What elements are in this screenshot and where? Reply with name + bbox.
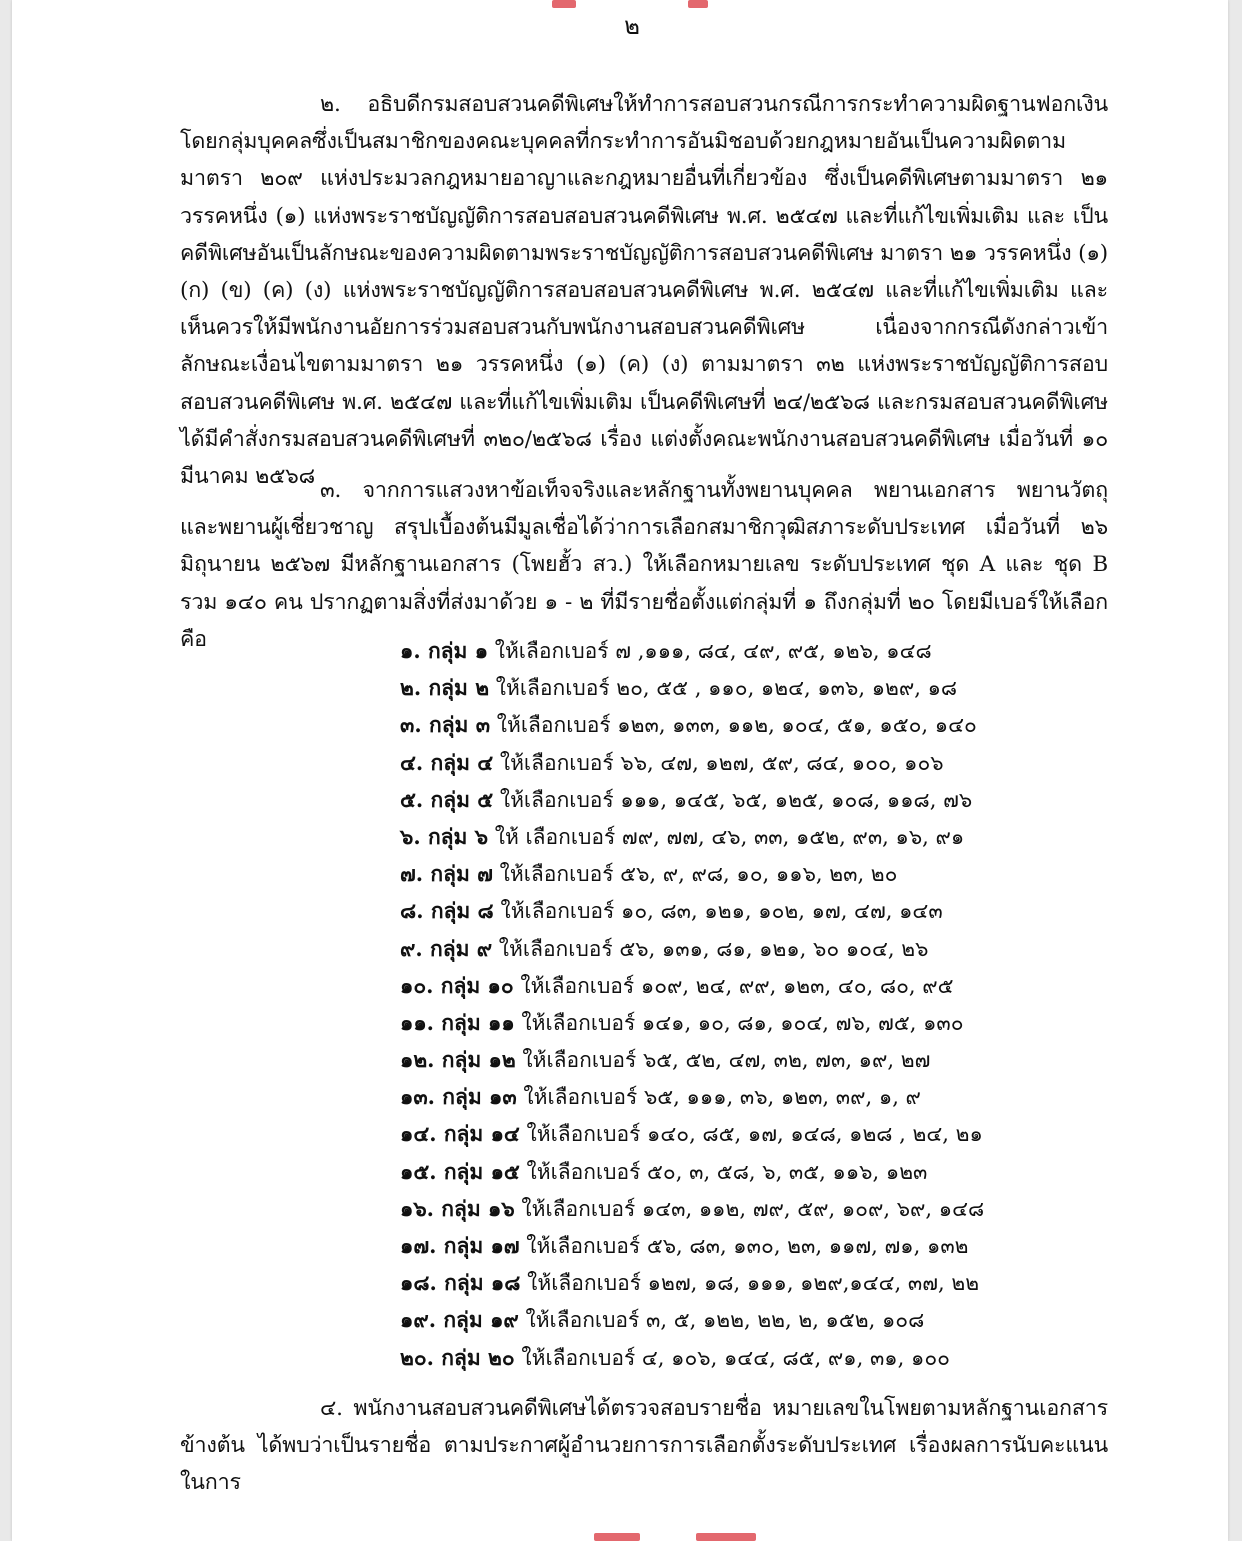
group-label: ๑๐. กลุ่ม ๑๐ bbox=[400, 972, 514, 998]
group-numbers: ให้เลือกเบอร์ ๑๒๗, ๑๘, ๑๑๑, ๑๒๙,๑๔๔, ๓๗, ๒๒ bbox=[520, 1271, 980, 1296]
group-numbers: ให้เลือกเบอร์ ๑๔๓, ๑๑๒, ๗๙, ๕๙, ๑๐๙, ๖๙, ๑๔๘ bbox=[514, 1196, 985, 1221]
group-label: ๑๘. กลุ่ม ๑๘ bbox=[400, 1270, 521, 1296]
page-number: ๒ bbox=[624, 12, 640, 40]
group-label: ๑. กลุ่ม ๑ bbox=[400, 638, 489, 663]
group-numbers: ให้เลือกเบอร์ ๗ ,๑๑๑, ๘๔, ๔๙, ๙๕, ๑๒๖, ๑๔๘ bbox=[488, 639, 932, 663]
list-item bbox=[400, 855, 1100, 892]
group-label: ๒๐. กลุ่ม ๒๐ bbox=[400, 1344, 515, 1370]
group-label: ๙. กลุ่ม ๙ bbox=[400, 935, 493, 961]
list-item bbox=[400, 1264, 1100, 1301]
list-item bbox=[400, 781, 1100, 818]
group-numbers: ให้เลือกเบอร์ ๕๐, ๓, ๕๘, ๖, ๓๕, ๑๑๖, ๑๒๓ bbox=[519, 1159, 928, 1184]
group-label: ๑๖. กลุ่ม ๑๖ bbox=[400, 1195, 515, 1221]
group-label: ๑๕. กลุ่ม ๑๕ bbox=[400, 1158, 520, 1184]
list-item bbox=[400, 1153, 1100, 1190]
paragraph-4: ๔. พนักงานสอบสวนคดีพิเศษได้ตรวจสอบรายชื่อ หมายเลขในโพยตามหลักฐานเอกสารข้างต้น ได้พบว่าเป็นรายชื่อ ตามประกาศผู้อำนวยการการเลือกตั้งระดับประเทศ เรื่องผลการนับคะแนนในการ bbox=[180, 1396, 1108, 1496]
group-numbers: ให้ เลือกเบอร์ ๗๙, ๗๗, ๔๖, ๓๓, ๑๕๒, ๙๓, ๑๖, ๙๑ bbox=[488, 824, 965, 849]
group-label: ๑๒. กลุ่ม ๑๒ bbox=[400, 1047, 516, 1073]
group-numbers: ให้เลือกเบอร์ ๕๖, ๘๓, ๑๓๐, ๒๓, ๑๑๗, ๗๑, ๑๓๒ bbox=[519, 1234, 969, 1258]
group-numbers: ให้เลือกเบอร์ ๑๐, ๘๓, ๑๒๑, ๑๐๒, ๑๗, ๔๗, ๑๔๓ bbox=[493, 899, 943, 924]
list-item bbox=[400, 892, 1100, 929]
group-numbers: ให้เลือกเบอร์ ๑๐๙, ๒๔, ๙๙, ๑๒๓, ๔๐, ๘๐, ๙๕ bbox=[513, 973, 954, 998]
paragraph-3: ๓. จากการแสวงหาข้อเท็จจริงและหลักฐานทั้งพยานบุคคล พยานเอกสาร พยานวัตถุ และพยานผู้เชี่ยวชาญ สรุปเบื้องต้นมีมูลเชื่อได้ว่าการเลือกสมาชิกวุฒิสภาระดับประเทศ เมื่อวันที่ ๒๖ มิถุนายน ๒๕๖๗ มีหลักฐานเอกสาร (โพยฮั้ว สว.) ให้เลือกหมายเลข ระดับประเทศ ชุด A และ ชุด B รวม ๑๔๐ คน ปรากฏตามสิ่งที่ส่งมาด้วย ๑ - ๒ ที่มีรายชื่อตั้งแต่กลุ่มที่ ๑ ถึงกลุ่มที่ ๒๐ โดยมีเบอร์ให้เลือก คือ bbox=[180, 478, 1108, 652]
group-numbers: ให้เลือกเบอร์ ๒๐, ๕๕ , ๑๑๐, ๑๒๔, ๑๓๖, ๑๒๙, ๑๘ bbox=[489, 676, 958, 701]
list-item bbox=[400, 1041, 1100, 1078]
group-label: ๑๔. กลุ่ม ๑๔ bbox=[400, 1121, 520, 1147]
bottom-stamp-mark-left bbox=[594, 1533, 640, 1541]
group-numbers: ให้เลือกเบอร์ ๑๔๐, ๘๕, ๑๗, ๑๔๘, ๑๒๘ , ๒๔, ๒๑ bbox=[519, 1122, 983, 1147]
paragraph-2: ๒. อธิบดีกรมสอบสวนคดีพิเศษให้ทำการสอบสวนกรณีการกระทำความผิดฐานฟอกเงินโดยกลุ่มบุคคลซึ่งเป็นสมาชิกของคณะบุคคลที่กระทำการอันมิชอบด้วยกฎหมายอันเป็นความผิดตามมาตรา ๒๐๙ แห่งประมวลกฎหมายอาญาและกฎหมายอื่นที่เกี่ยวข้อง ซึ่งเป็นคดีพิเศษตามมาตรา ๒๑ วรรคหนึ่ง (๑) แห่งพระราชบัญญัติการสอบสอบสวนคดีพิเศษ พ.ศ. ๒๕๔๗ และที่แก้ไขเพิ่มเติม และ เป็นคดีพิเศษอันเป็นลักษณะของความผิดตามพระราชบัญญัติการสอบสวนคดีพิเศษ มาตรา ๒๑ วรรคหนึ่ง (๑) (ก) (ข) (ค) (ง) แห่งพระราชบัญญัติการสอบสอบสวนคดีพิเศษ พ.ศ. ๒๕๔๗ และที่แก้ไขเพิ่มเติม และ เห็นควรให้มีพนักงานอัยการร่วมสอบสวนกับพนักงานสอบสวนคดีพิเศษ เนื่องจากกรณีดังกล่าวเข้าลักษณะเงื่อนไขตามมาตรา ๒๑ วรรคหนึ่ง (๑) (ค) (ง) ตามมาตรา ๓๒ แห่งพระราชบัญญัติการสอบสอบสวนคดีพิเศษ พ.ศ. ๒๕๔๗ และที่แก้ไขเพิ่มเติม เป็นคดีพิเศษที่ ๒๔/๒๕๖๘ และกรมสอบสวนคดีพิเศษได้มีคำสั่งกรมสอบสวนคดีพิเศษที่ ๓๒๐/๒๕๖๘ เรื่อง แต่งตั้งคณะพนักงานสอบสวนคดีพิเศษ เมื่อวันที่ ๑๐ มีนาคม ๒๕๖๘ bbox=[180, 92, 1108, 490]
group-numbers: ให้เลือกเบอร์ ๖๕, ๑๑๑, ๓๖, ๑๒๓, ๓๙, ๑, ๙ bbox=[516, 1085, 921, 1110]
list-item bbox=[400, 1190, 1100, 1227]
group-numbers: ให้เลือกเบอร์ ๔, ๑๐๖, ๑๔๔, ๘๕, ๙๑, ๓๑, ๑๐๐ bbox=[514, 1345, 950, 1370]
group-label: ๒. กลุ่ม ๒ bbox=[400, 675, 490, 701]
list-item bbox=[400, 1115, 1100, 1152]
list-item bbox=[400, 1301, 1100, 1338]
group-numbers: ให้เลือกเบอร์ ๖๖, ๔๗, ๑๒๗, ๕๙, ๘๔, ๑๐๐, ๑๐๖ bbox=[493, 750, 944, 775]
group-label: ๑๑. กลุ่ม ๑๑ bbox=[400, 1009, 515, 1035]
list-item bbox=[400, 1078, 1100, 1115]
bottom-stamp-mark-right bbox=[696, 1533, 756, 1541]
list-item bbox=[400, 930, 1100, 967]
group-label: ๔. กลุ่ม ๔ bbox=[400, 749, 494, 775]
list-item bbox=[400, 818, 1100, 855]
list-item bbox=[400, 632, 1100, 669]
group-numbers: ให้เลือกเบอร์ ๓, ๕, ๑๒๒, ๒๒, ๒, ๑๕๒, ๑๐๘ bbox=[518, 1308, 925, 1333]
list-item bbox=[400, 1339, 1100, 1376]
group-label: ๓. กลุ่ม ๓ bbox=[400, 712, 491, 738]
group-label: ๘. กลุ่ม ๘ bbox=[400, 898, 494, 924]
group-label: ๗. กลุ่ม ๗ bbox=[400, 861, 493, 887]
group-label: ๖. กลุ่ม ๖ bbox=[400, 823, 489, 849]
document-page bbox=[12, 0, 1228, 1541]
group-numbers: ให้เลือกเบอร์ ๑๒๓, ๑๓๓, ๑๑๒, ๑๐๔, ๕๑, ๑๕๐, ๑๔๐ bbox=[490, 713, 977, 738]
group-numbers: ให้เลือกเบอร์ ๑๔๑, ๑๐, ๘๑, ๑๐๔, ๗๖, ๗๕, ๑๓๐ bbox=[514, 1010, 964, 1035]
top-stamp-mark-right bbox=[688, 0, 708, 8]
list-item bbox=[400, 1227, 1100, 1264]
list-item bbox=[400, 967, 1100, 1004]
group-label: ๑๗. กลุ่ม ๑๗ bbox=[400, 1233, 520, 1258]
list-item bbox=[400, 1004, 1100, 1041]
group-label: ๑๙. กลุ่ม ๑๙ bbox=[400, 1307, 519, 1333]
group-label: ๕. กลุ่ม ๕ bbox=[400, 786, 494, 812]
group-numbers: ให้เลือกเบอร์ ๖๕, ๕๒, ๔๗, ๓๒, ๗๓, ๑๙, ๒๗ bbox=[515, 1048, 931, 1073]
list-item bbox=[400, 669, 1100, 706]
group-numbers: ให้เลือกเบอร์ ๕๖, ๙, ๙๘, ๑๐, ๑๑๖, ๒๓, ๒๐ bbox=[492, 862, 898, 887]
group-numbers: ให้เลือกเบอร์ ๑๑๑, ๑๔๕, ๖๕, ๑๒๕, ๑๐๘, ๑๑๘, ๗๖ bbox=[493, 787, 973, 812]
list-item bbox=[400, 744, 1100, 781]
group-number-list bbox=[400, 632, 1100, 1376]
group-numbers: ให้เลือกเบอร์ ๕๖, ๑๓๑, ๘๑, ๑๒๑, ๖๐ ๑๐๔, ๒๖ bbox=[492, 936, 929, 961]
list-item bbox=[400, 706, 1100, 743]
top-stamp-mark-left bbox=[552, 0, 576, 8]
group-label: ๑๓. กลุ่ม ๑๓ bbox=[400, 1084, 517, 1110]
